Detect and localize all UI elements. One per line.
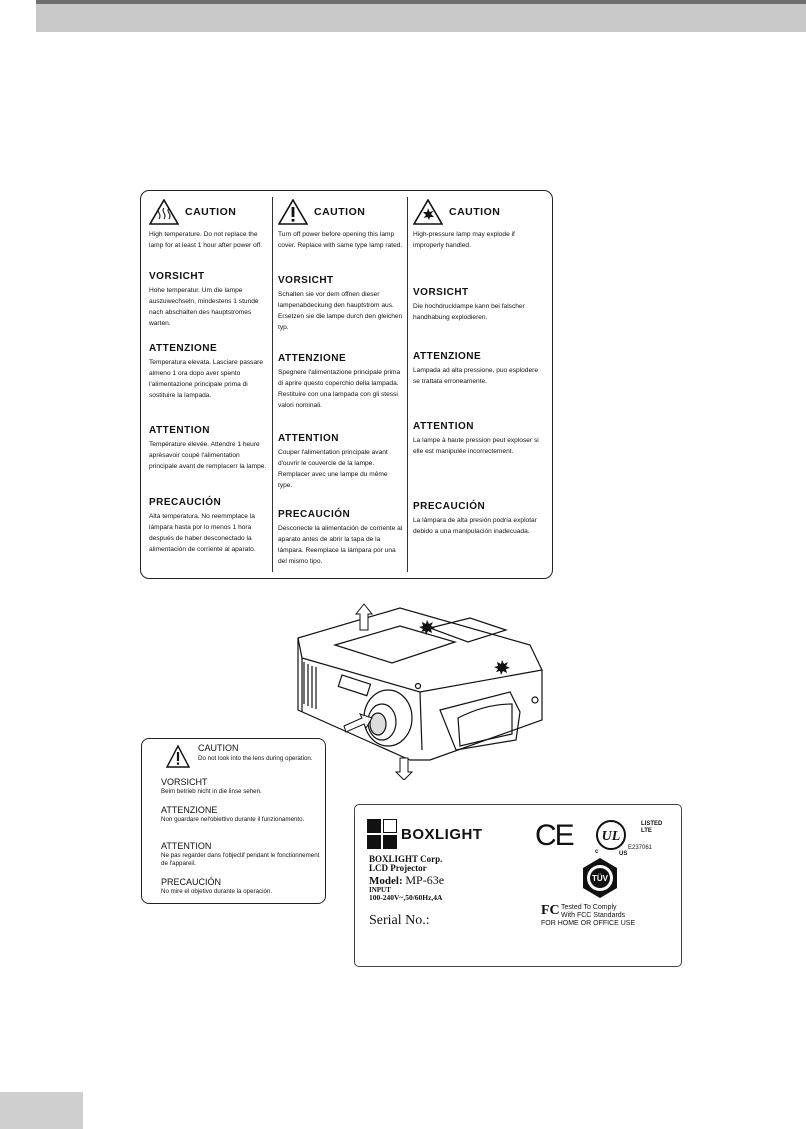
section-heading: ATTENZIONE bbox=[278, 353, 347, 364]
fcc-compliance-text bbox=[561, 904, 625, 919]
section-heading: VORSICHT bbox=[413, 287, 469, 298]
ul-mark-icon bbox=[593, 817, 629, 857]
ul-listing bbox=[641, 821, 662, 835]
section-fr bbox=[278, 433, 403, 491]
ul-code: LTE bbox=[641, 828, 652, 834]
section-heading: VORSICHT bbox=[149, 271, 205, 282]
caution-column-hot bbox=[149, 195, 267, 574]
section-de bbox=[278, 275, 403, 333]
column-divider bbox=[272, 197, 273, 572]
section-text: Ne pas regarder dans l'objectif pendant le fonctionnement de l'appareil. bbox=[161, 852, 320, 867]
section-it bbox=[278, 353, 403, 411]
caution-text: High temperature. Do not replace the lamp for at least 1 hour after power off. bbox=[149, 231, 263, 249]
section-text: Spegnere l'alimentazione principale prima di aprire questo coperchio della lampada. Restituire con una lampada con gli stessi valori nominali. bbox=[278, 369, 401, 409]
section-text: Die hochdrucklampe kann bei falscher handhabung explodieren. bbox=[413, 303, 525, 321]
caution-title: CAUTION bbox=[185, 206, 237, 218]
caution-title: CAUTION bbox=[198, 743, 239, 753]
caution-title: CAUTION bbox=[449, 206, 501, 218]
section-heading: VORSICHT bbox=[278, 275, 334, 286]
exclamation-icon bbox=[166, 745, 190, 769]
section-de bbox=[161, 777, 321, 796]
rating-label bbox=[354, 804, 682, 967]
section-de bbox=[413, 287, 545, 323]
section-text: Temperatura elevata. Lasciare passare almeno 1 ora dopo aver spento l'alimentazione principale prima di sostituire la lampada. bbox=[149, 359, 263, 399]
caution-text: High-pressure lamp may explode if improperly handled. bbox=[413, 231, 515, 249]
tuv-text: TÜV bbox=[592, 874, 608, 883]
section-es bbox=[161, 877, 321, 896]
header-bar bbox=[36, 0, 806, 32]
section-fr bbox=[161, 841, 321, 868]
page-number-tab bbox=[0, 1092, 83, 1129]
caution-column-cover bbox=[278, 195, 403, 574]
model-label: Model: bbox=[369, 875, 403, 887]
fcc-line: FOR HOME OR OFFICE USE bbox=[541, 920, 636, 927]
section-text: Desconecte la alimentación de corriente al aparato antes de abrir la tapa de la lámpara. Reemplace la lámpara por una del mismo tipo. bbox=[278, 525, 403, 565]
section-heading: PRECAUCIÓN bbox=[413, 501, 486, 512]
section-it bbox=[413, 351, 545, 387]
hot-surface-icon bbox=[149, 199, 179, 225]
section-heading: ATTENTION bbox=[278, 433, 339, 444]
section-text: Couper l'alimentation principale avant d'ouvrir le couvercle de la lampe. Remplacer avec une lampe du même type. bbox=[278, 449, 388, 489]
boxlight-logo-icon bbox=[367, 819, 397, 849]
section-heading: ATTENTION bbox=[161, 841, 212, 851]
section-heading: ATTENTION bbox=[149, 425, 210, 436]
section-es bbox=[413, 501, 545, 537]
company-line: BOXLIGHT Corp. bbox=[369, 854, 443, 864]
section-text: La lampe à haute pression peut exploser si elle est manipulée incorrectement. bbox=[413, 437, 539, 455]
company-name bbox=[369, 855, 442, 873]
section-it bbox=[149, 343, 267, 401]
section-fr bbox=[149, 425, 267, 472]
lamp-caution-panel bbox=[140, 190, 553, 579]
fcc-line: With FCC Standards bbox=[561, 911, 626, 919]
explosion-icon bbox=[413, 199, 443, 225]
fcc-line: Tested To Comply bbox=[561, 904, 617, 911]
section-heading: ATTENZIONE bbox=[161, 805, 218, 815]
model-value: MP-63e bbox=[405, 873, 445, 887]
ul-c: c bbox=[595, 849, 599, 855]
ul-number: E237061 bbox=[628, 845, 653, 851]
lens-caution-label bbox=[141, 738, 326, 904]
section-text: Non guardare nel'obiettivo durante il funzionamento. bbox=[161, 816, 305, 823]
input-label: INPUT bbox=[369, 886, 391, 894]
section-fr bbox=[413, 421, 545, 457]
serial-label: Serial No.: bbox=[369, 913, 430, 928]
section-text: La lámpara de alta presión podría explotar debido a una manipulación inadecuada. bbox=[413, 517, 537, 535]
column-divider bbox=[407, 197, 408, 572]
section-heading: VORSICHT bbox=[161, 777, 208, 787]
section-heading: PRECAUCIÓN bbox=[161, 877, 222, 887]
brand-logo bbox=[367, 819, 483, 849]
section-es bbox=[149, 497, 267, 555]
section-text: Température élevée. Attendre 1 heure aprèsavoir coupé l'alimentation principale avant de remplacerr la lampe. bbox=[149, 441, 267, 470]
section-heading: ATTENTION bbox=[413, 421, 474, 432]
section-text: Lampada ad alta pressione, puo esplodere se trattata erroneamente. bbox=[413, 367, 539, 385]
section-heading: PRECAUCIÓN bbox=[278, 509, 351, 520]
ul-listed: LISTED bbox=[641, 821, 663, 827]
section-text: Alta temperatura. No reemmplace la lámpara hasta por lo menos 1 hora después de haber desconectado la alimentación de corriente al aparato. bbox=[149, 513, 256, 553]
caution-column-explode bbox=[413, 195, 545, 574]
section-it bbox=[161, 805, 321, 824]
caution-text: Do not look into the lens during operation. bbox=[198, 755, 313, 762]
tuv-mark-icon bbox=[581, 857, 619, 899]
ul-logo-text: UL bbox=[601, 829, 621, 844]
product-line: LCD Projector bbox=[369, 863, 427, 873]
ce-mark: CE bbox=[535, 819, 573, 852]
section-de bbox=[149, 271, 267, 329]
section-es bbox=[278, 509, 403, 567]
caution-text: Turn off power before opening this lamp cover. Replace with same type lamp rated. bbox=[278, 231, 403, 249]
brand-name: BOXLIGHT bbox=[401, 825, 483, 843]
section-text: No mire el objetivo durante la operación. bbox=[161, 888, 273, 895]
input-value: 100-240V~,50/60Hz,4A bbox=[369, 893, 443, 902]
section-heading: ATTENZIONE bbox=[149, 343, 218, 354]
section-heading: ATTENZIONE bbox=[413, 351, 482, 362]
ul-country: US bbox=[619, 851, 628, 857]
section-text: Schalten sie vor dem offnen dieser lampenabdeckung den hauptstrom aus. Ersetzen sie die lampe durch den gleichen typ. bbox=[278, 291, 403, 331]
caution-title: CAUTION bbox=[314, 206, 366, 218]
exclamation-icon bbox=[278, 199, 308, 225]
section-text: Hohe temperatur. Um die lampe auszuwechseln, mindestens 1 stunde nach abschalten des hauptstromes warten. bbox=[149, 287, 259, 327]
section-heading: PRECAUCIÓN bbox=[149, 497, 222, 508]
section-text: Beim betrieb nicht in die linse sehen. bbox=[161, 788, 262, 795]
fcc-logo: FC bbox=[541, 903, 560, 918]
